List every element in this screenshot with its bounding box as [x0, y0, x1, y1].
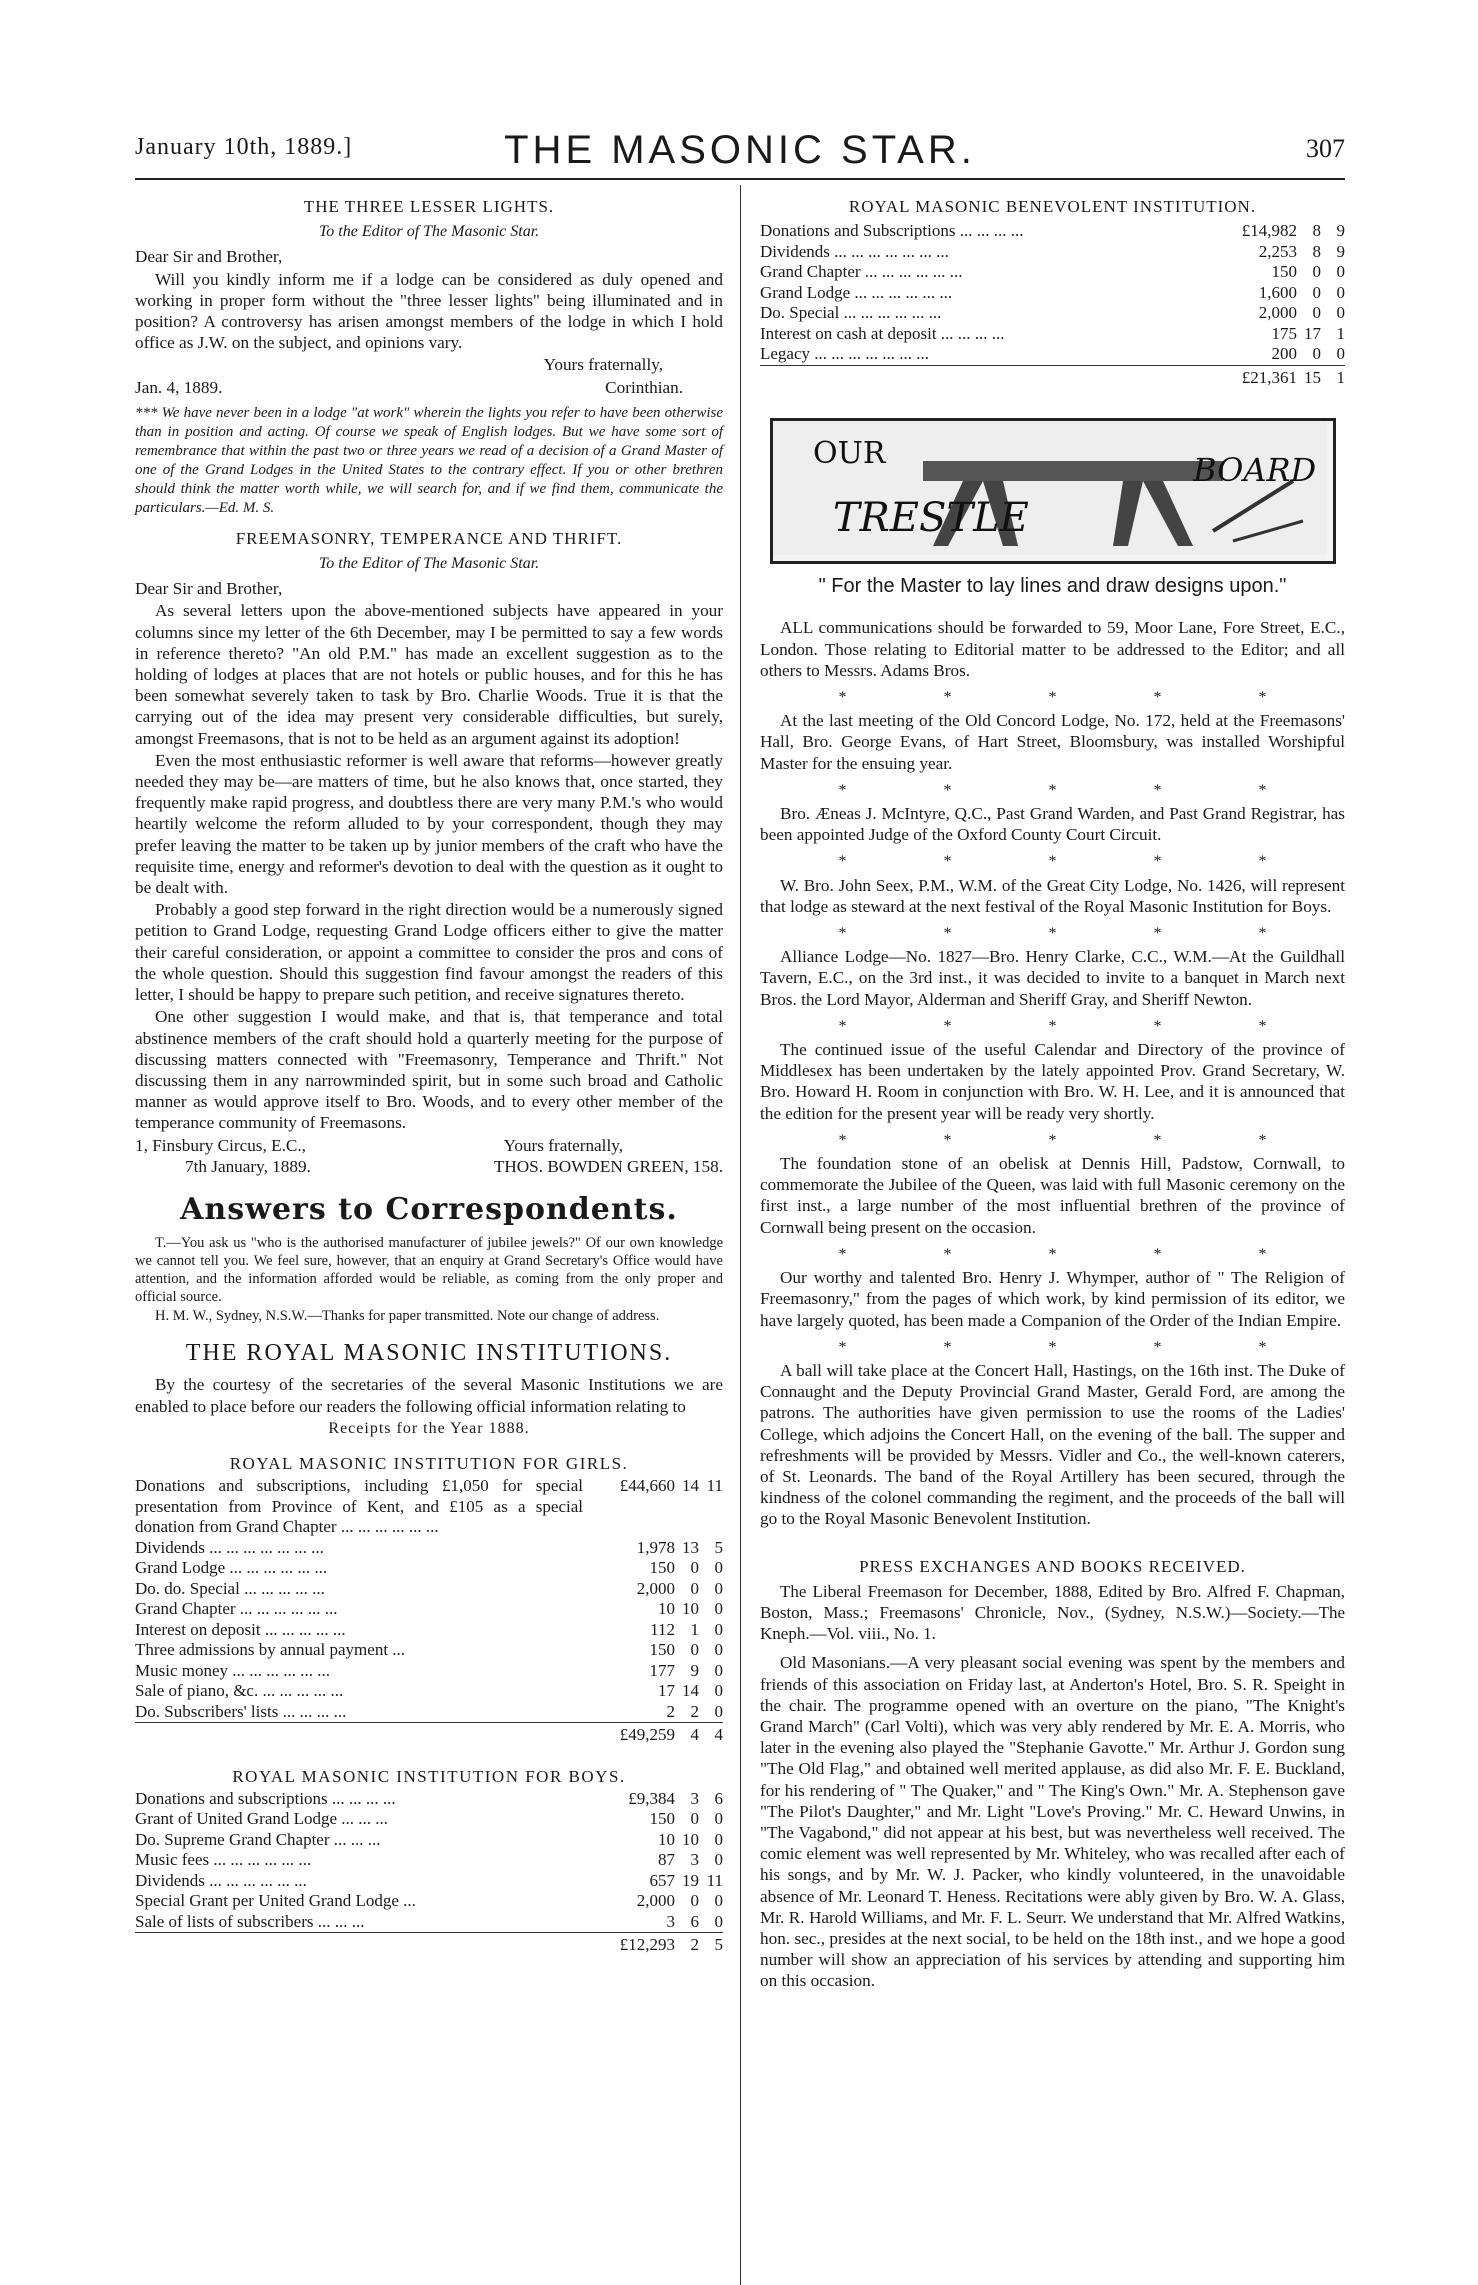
left-column	[135, 190, 723, 1956]
star-divider: * * * * *	[838, 853, 1267, 871]
total-shillings: 4	[675, 1723, 699, 1746]
letter2-signoff-1	[135, 1135, 723, 1156]
row-pounds: 2,000	[1258, 303, 1297, 323]
row-shillings: 0	[1312, 303, 1321, 323]
total-shillings: 15	[1297, 365, 1321, 388]
row-shillings: 0	[690, 1809, 699, 1829]
row-shillings: 3	[690, 1788, 699, 1808]
row-shillings: 13	[682, 1537, 699, 1557]
row-label: Do. Subscribers' lists ... ... ... ...	[135, 1701, 347, 1721]
letter2-to: To the Editor of The Masonic Star.	[318, 555, 540, 573]
boys-row	[135, 1871, 723, 1892]
benev-row	[760, 344, 1345, 365]
row-shillings: 10	[682, 1829, 699, 1849]
row-pounds: 10	[658, 1829, 675, 1849]
total-pounds: £49,259	[583, 1723, 675, 1746]
publication-title: THE MASONIC STAR.	[504, 128, 976, 172]
notice-ball: A ball will take place at the Concert Hall, Hastings, on the 16th inst. The Duke of Connaught and the Deputy Provincial Grand Master, Gerald Ford, are among the patrons. The authorities have given permission to use the rooms of the Ladies' College, which adjoins the Concert Hall, on the evening of the ball. The supper and refreshments will be provided by Messrs. Vidler and Co., the well-known caterers, of St. Leonards. The band of the Royal Artillery has been secured, through the kindness of the colonel commanding the regiment, and the proceeds of the ball will go to the Royal Masonic Benevolent Institution.	[760, 1360, 1345, 1529]
row-pence: 6	[714, 1788, 723, 1808]
letter1-signature: Corinthian.	[605, 377, 683, 397]
star-divider: * * * * *	[838, 781, 1267, 799]
benev-total-row	[760, 365, 1345, 388]
letter1-signoff	[135, 377, 723, 398]
star-divider: * * * * *	[838, 689, 1267, 707]
row-pence: 0	[1336, 282, 1345, 302]
boys-row	[135, 1830, 723, 1851]
star-divider: * * * * *	[838, 1338, 1267, 1356]
row-pence: 0	[1336, 262, 1345, 282]
trestle-caption: " For the Master to lay lines and draw designs upon."	[818, 575, 1287, 598]
row-pence: 0	[1336, 344, 1345, 364]
row-shillings: 2	[690, 1701, 699, 1721]
row-shillings: 17	[1304, 323, 1321, 343]
column-divider	[740, 185, 741, 2285]
answers-heading: Answers to Correspondents.	[180, 1191, 678, 1227]
girls-row	[135, 1599, 723, 1620]
row-pence: 0	[714, 1558, 723, 1578]
boys-row	[135, 1891, 723, 1912]
row-shillings: 14	[682, 1681, 699, 1701]
row-pence: 0	[1336, 303, 1345, 323]
row-label: Do. Special ... ... ... ... ... ...	[760, 303, 942, 323]
row-pounds: 175	[1271, 323, 1297, 343]
row-label: Three admissions by annual payment ...	[135, 1640, 406, 1660]
page-number: 307	[1306, 134, 1345, 163]
row-pence: 9	[1336, 221, 1345, 241]
trestle-board-illustration	[773, 421, 1327, 555]
row-label: Dividends ... ... ... ... ... ...	[135, 1870, 307, 1890]
row-label: Do. Supreme Grand Chapter ... ... ...	[135, 1829, 381, 1849]
letter2-signature: THOS. BOWDEN GREEN, 158.	[493, 1156, 723, 1176]
letter2-p2: Even the most enthusiastic reformer is well aware that reforms—however greatly needed they may be—are matters of time, but he also knows that, once started, they frequently make rapid progress, and doubtless there are very many P.M.'s who would heartily welcome the reform alluded to by your correspondent, though they may prefer leaving the matter to be taken up by junior members of the craft who have the requisite time, energy and reformer's devotion to deal with the question as it ought to be dealt with.	[135, 750, 723, 898]
row-label: Legacy ... ... ... ... ... ... ...	[760, 344, 930, 364]
row-label: Grand Chapter ... ... ... ... ... ...	[135, 1599, 338, 1619]
row-pence: 0	[714, 1599, 723, 1619]
row-shillings: 9	[690, 1660, 699, 1680]
total-pounds: £12,293	[583, 1933, 675, 1956]
benevolent-table	[760, 221, 1345, 388]
boys-row	[135, 1789, 723, 1810]
girls-heading: ROYAL MASONIC INSTITUTION FOR GIRLS.	[229, 1453, 629, 1473]
row-pounds: £9,384	[628, 1788, 675, 1808]
row-label: Donations and subscriptions ... ... ... ...	[135, 1788, 396, 1808]
total-pence: 5	[699, 1933, 723, 1956]
row-pence: 5	[714, 1537, 723, 1557]
row-shillings: 0	[690, 1558, 699, 1578]
row-pence: 9	[1336, 241, 1345, 261]
notice-mcintyre: Bro. Æneas J. McIntyre, Q.C., Past Grand Warden, and Past Grand Registrar, has been appointed Judge of the Oxford County Court Circuit.	[760, 804, 1345, 845]
row-label: Grant of United Grand Lodge ... ... ...	[135, 1809, 389, 1829]
trestle-word-board: BOARD	[1192, 451, 1316, 490]
row-pence: 0	[714, 1809, 723, 1829]
letter1-date: Jan. 4, 1889.	[135, 377, 223, 397]
row-shillings: 1	[690, 1619, 699, 1639]
girls-total-row	[135, 1723, 723, 1746]
masthead	[135, 128, 1345, 170]
row-label: Music fees ... ... ... ... ... ...	[135, 1850, 312, 1870]
girls-row	[135, 1681, 723, 1702]
press-body: The Liberal Freemason for December, 1888, Edited by Bro. Alfred F. Chapman, Boston, Mass.; Freemasons' Chronicle, Nov., (Sydney, N.S.W.)—Society.—The Kneph.—Vol. viii., No. 1.	[760, 1581, 1345, 1644]
row-label: Do. do. Special ... ... ... ... ...	[135, 1578, 325, 1598]
benev-row	[760, 303, 1345, 324]
row-label: Donations and Subscriptions ... ... ... ...	[760, 221, 1024, 241]
row-pounds: 3	[666, 1911, 675, 1931]
row-pence: 0	[714, 1829, 723, 1849]
row-pounds: 112	[650, 1619, 675, 1639]
notice-alliance-lodge: Alliance Lodge—No. 1827—Bro. Henry Clarke, C.C., W.M.—At the Guildhall Tavern, E.C., on the 3rd inst., it was decided to invite to a banquet in March next Bros. the Lord Mayor, Alderman and Sheriff Gray, and Sheriff Newton.	[760, 947, 1345, 1009]
editor-note: *** We have never been in a lodge "at work" wherein the lights you refer to have been otherwise than in position and acting. Of course we speak of English lodges. But we have some sort of remembrance that within the past two or three years we read of a decision of a Grand Master of one of the Grand Lodges in the United States to the contrary effect. If you or other brethren should think the matter worth while, we will search for, and if we find them, communicate the particulars.—Ed. M. S.	[135, 404, 723, 516]
row-pence: 11	[706, 1870, 723, 1890]
notice-obelisk: The foundation stone of an obelisk at Dennis Hill, Padstow, Cornwall, to commemorate the Jubilee of the Queen, was laid with full Masonic ceremony on the first inst., a large number of the most influential brethren of the province of Cornwall being present on the occasion.	[760, 1154, 1345, 1237]
letter2-heading: FREEMASONRY, TEMPERANCE AND THRIFT.	[235, 528, 623, 548]
row-label: Dividends ... ... ... ... ... ... ...	[135, 1537, 324, 1557]
right-column	[760, 190, 1345, 1993]
row-pounds: 17	[658, 1681, 675, 1701]
row-label: Grand Lodge ... ... ... ... ... ...	[760, 282, 953, 302]
benev-row	[760, 221, 1345, 242]
row-shillings: 0	[1312, 344, 1321, 364]
row-label: Interest on cash at deposit ... ... ... ...	[760, 323, 1005, 343]
row-shillings: 0	[690, 1640, 699, 1660]
row-shillings: 19	[682, 1870, 699, 1890]
answer-2: H. M. W., Sydney, N.S.W.—Thanks for paper transmitted. Note our change of address.	[155, 1308, 660, 1325]
issue-date: January 10th, 1889.]	[135, 134, 353, 160]
star-divider: * * * * *	[838, 1017, 1267, 1035]
row-pence: 0	[714, 1891, 723, 1911]
total-pence: 1	[1321, 365, 1345, 388]
row-shillings: 0	[1312, 282, 1321, 302]
row-pounds: 150	[649, 1558, 675, 1578]
benev-row	[760, 324, 1345, 345]
row-label: Dividends ... ... ... ... ... ... ...	[760, 241, 949, 261]
row-label: Special Grant per United Grand Lodge ...	[135, 1891, 416, 1911]
letter2-signoff-2	[135, 1156, 723, 1177]
press-heading: PRESS EXCHANGES AND BOOKS RECEIVED.	[859, 1556, 1246, 1576]
row-pence: 0	[714, 1681, 723, 1701]
row-shillings: 3	[690, 1850, 699, 1870]
row-shillings: 8	[1312, 221, 1321, 241]
boys-row	[135, 1912, 723, 1933]
girls-row	[135, 1702, 723, 1723]
row-pounds: 150	[1271, 262, 1297, 282]
letter1-salutation: Dear Sir and Brother,	[135, 247, 283, 267]
girls-table	[135, 1476, 723, 1746]
row-shillings: 6	[690, 1911, 699, 1931]
benev-row	[760, 242, 1345, 263]
boys-row	[135, 1850, 723, 1871]
row-pounds: 1,978	[636, 1537, 675, 1557]
row-shillings: 8	[1312, 241, 1321, 261]
row-label: Sale of piano, &c. ... ... ... ... ...	[135, 1681, 344, 1701]
row-shillings: 0	[1312, 262, 1321, 282]
girls-row	[135, 1661, 723, 1682]
girls-row	[135, 1558, 723, 1579]
benev-row	[760, 283, 1345, 304]
boys-table	[135, 1789, 723, 1956]
row-shillings: 0	[690, 1891, 699, 1911]
row-pounds: 87	[658, 1850, 675, 1870]
row-label: Music money ... ... ... ... ... ...	[135, 1660, 331, 1680]
star-divider: * * * * *	[838, 1245, 1267, 1263]
row-pence: 0	[714, 1850, 723, 1870]
boys-row	[135, 1809, 723, 1830]
total-pence: 4	[699, 1723, 723, 1746]
row-shillings: 0	[690, 1578, 699, 1598]
boys-total-row	[135, 1933, 723, 1956]
row-pence: 0	[714, 1619, 723, 1639]
boys-heading: ROYAL MASONIC INSTITUTION FOR BOYS.	[232, 1766, 626, 1786]
letter2-p4: One other suggestion I would make, and that is, that temperance and total abstinence members of the craft should hold a quarterly meeting for the purpose of discussing matters connected with "Freemasonry, Temperance and Thrift." Not discussing them in any narrowminded spirit, but in some such broad and Catholic manner as would approve itself to Bro. Woods, and to every other member of the temperance community of Freemasons.	[135, 1007, 723, 1133]
row-label: Interest on deposit ... ... ... ... ...	[135, 1619, 346, 1639]
girls-row	[135, 1620, 723, 1641]
letter1-closing: Yours fraternally,	[543, 355, 663, 375]
row-pounds: 2,000	[636, 1891, 675, 1911]
header-rule	[135, 178, 1345, 180]
row-pounds: 2,000	[636, 1578, 675, 1598]
notice-old-concord: At the last meeting of the Old Concord Lodge, No. 172, held at the Freemasons' Hall, Bro. George Evans, of Hart Street, Bloomsbury, was installed Worshipful Master for the ensuing year.	[760, 711, 1345, 773]
star-divider: * * * * *	[838, 1131, 1267, 1149]
girls-row	[135, 1579, 723, 1600]
row-pounds: £44,660	[619, 1476, 675, 1496]
letter1-to: To the Editor of The Masonic Star.	[318, 223, 540, 241]
institutions-intro: By the courtesy of the secretaries of the several Masonic Institutions we are enabled to place before our readers the following official information relating to	[135, 1375, 723, 1416]
trestle-word-our: OUR	[812, 436, 885, 472]
letter2-closing: Yours fraternally,	[503, 1135, 623, 1155]
board-top-icon	[923, 461, 1223, 481]
row-pounds: £14,982	[1241, 221, 1297, 241]
row-pounds: 10	[658, 1599, 675, 1619]
row-pence: 11	[706, 1476, 723, 1496]
trestle-word-trestle: TRESTLE	[832, 495, 1029, 542]
row-pence: 0	[714, 1701, 723, 1721]
old-masonians: Old Masonians.—A very pleasant social evening was spent by the members and friends of this association on Friday last, at Anderton's Hotel, Bro. S. R. Speight in the chair. The programme opened with an overture on the piano, "The Knight's Grand March" (Carl Volti), which was very ably rendered by Mr. E. A. Morris, who later in the evening also played the "Stephanie Gavotte." Mr. Arthur J. Gordon sung "The Old Flag," and obtained well merited applause, as did also Mr. F. E. Buckland, for his rendering of " The Quaker," and " The King's Own." Mr. A. Stephenson gave "The Pilot's Daughter," and Mr. Light "Love's Proving." Mr. C. Heward Unwins, in "The Vagabond," did not appear at his best, but was nevertheless well received. The comic element was well represented by Mr. Whiteley, who was recalled after each of his songs, and by Mr. W. J. Packer, who kindly volunteered, in the unavoidable absence of Mr. Leonard T. Heness. Recitations were ably given by Bro. W. A. Glass, Mr. R. Harold Williams, and Mr. F. L. Seurr. We understand that Mr. Alfred Watkins, hon. sec., presides at the next social, to be held on the 18th inst., and we hope a good number will show an appreciation of his services by attending and supporting him on this occasion.	[760, 1653, 1345, 1991]
benevolent-heading: ROYAL MASONIC BENEVOLENT INSTITUTION.	[848, 197, 1257, 216]
row-pence: 0	[714, 1660, 723, 1680]
benev-row	[760, 262, 1345, 283]
row-pence: 0	[714, 1911, 723, 1931]
letter2-date: 7th January, 1889.	[185, 1156, 311, 1176]
receipts-heading: Receipts for the Year 1888.	[328, 1419, 530, 1437]
letter1-body: Will you kindly inform me if a lodge can be considered as duly opened and working in proper form without the "three lesser lights" being illuminated and in position? A controversy has arisen amongst members of the lodge in which I hold office as J.W. on the subject, and opinions vary.	[135, 269, 723, 353]
girls-row	[135, 1640, 723, 1661]
row-pence: 0	[714, 1578, 723, 1598]
row-shillings: 14	[682, 1476, 699, 1496]
letter2-p1: As several letters upon the above-mentioned subjects have appeared in your columns since my letter of the 6th December, may I be permitted to say a few words in reference thereto? "An old P.M." has made an excellent suggestion as to the holding of lodges at places that are not hotels or public houses, and for this he has been somewhat severely taken to task by Bro. Charlie Woods. True it is that the carrying out of the idea may present very considerable difficulties, but surely, amongst Freemasons, that is not to be held as an argument against its adoption!	[135, 601, 723, 748]
row-pounds: 150	[649, 1640, 675, 1660]
row-pence: 0	[714, 1640, 723, 1660]
letter2-address: 1, Finsbury Circus, E.C.,	[135, 1135, 306, 1155]
notice-whymper: Our worthy and talented Bro. Henry J. Whymper, author of " The Religion of Freemasonry," from the pages of which work, by kind permission of its editor, we have largely quoted, has been made a Companion of the Order of the Indian Empire.	[760, 1268, 1345, 1330]
total-shillings: 2	[675, 1933, 699, 1956]
row-pence: 1	[1336, 323, 1345, 343]
row-pounds: 150	[649, 1809, 675, 1829]
answer-1: T.—You ask us "who is the authorised manufacturer of jubilee jewels?" Of our own knowledge we cannot tell you. We feel sure, however, that an enquiry at Grand Secretary's Office would have attention, and the information afforded would be reliable, as coming from the only proper and official source.	[135, 1235, 723, 1306]
trestle-board-banner	[770, 418, 1336, 564]
row-label: Grand Chapter ... ... ... ... ... ...	[760, 262, 963, 282]
row-label: Grand Lodge ... ... ... ... ... ...	[135, 1558, 328, 1578]
row-pounds: 200	[1271, 344, 1297, 364]
row-pounds: 657	[649, 1870, 675, 1890]
row-pounds: 1,600	[1258, 282, 1297, 302]
notice-seex: W. Bro. John Seex, P.M., W.M. of the Great City Lodge, No. 1426, will represent that lodge as steward at the next festival of the Royal Masonic Institution for Boys.	[760, 875, 1345, 916]
row-label: Donations and subscriptions, including £1,050 for special presentation from Province of Kent, and £105 as a special donation from Grand Chapter ... ... ... ... ... ...	[135, 1476, 583, 1537]
star-divider: * * * * *	[838, 925, 1267, 943]
letter2-salutation: Dear Sir and Brother,	[135, 579, 283, 599]
letter1-heading: THE THREE LESSER LIGHTS.	[303, 197, 555, 216]
notice-calendar: The continued issue of the useful Calendar and Directory of the province of Middlesex has been undertaken by the lately appointed Prov. Grand Secretary, W. Bro. Howard H. Room in conjunction with Bro. W. H. Lee, and it is announced that the edition for the present year will be ready very shortly.	[760, 1040, 1345, 1123]
row-pounds: 177	[649, 1660, 675, 1680]
row-shillings: 10	[682, 1599, 699, 1619]
row-label: Sale of lists of subscribers ... ... ...	[135, 1911, 365, 1931]
notice-communications: ALL communications should be forwarded to 59, Moor Lane, Fore Street, E.C., London. Those relating to Editorial matter to be addressed to the Editor; and all others to Messrs. Adams Bros.	[760, 618, 1345, 680]
row-pounds: 2	[666, 1701, 675, 1721]
total-pounds: £21,361	[1205, 365, 1297, 388]
letter2-p3: Probably a good step forward in the right direction would be a numerously signed petition to Grand Lodge, requesting Grand Lodge officers either to give the matter their careful consideration, or appoint a committee to consider the pros and cons of the whole question. Should this suggestion find favour amongst the readers of this letter, I should be happy to prepare such petition, and receive signatures thereto.	[135, 900, 723, 1005]
girls-row	[135, 1476, 723, 1538]
institutions-heading: THE ROYAL MASONIC INSTITUTIONS.	[185, 1340, 673, 1367]
row-pounds: 2,253	[1258, 241, 1297, 261]
girls-row	[135, 1538, 723, 1559]
